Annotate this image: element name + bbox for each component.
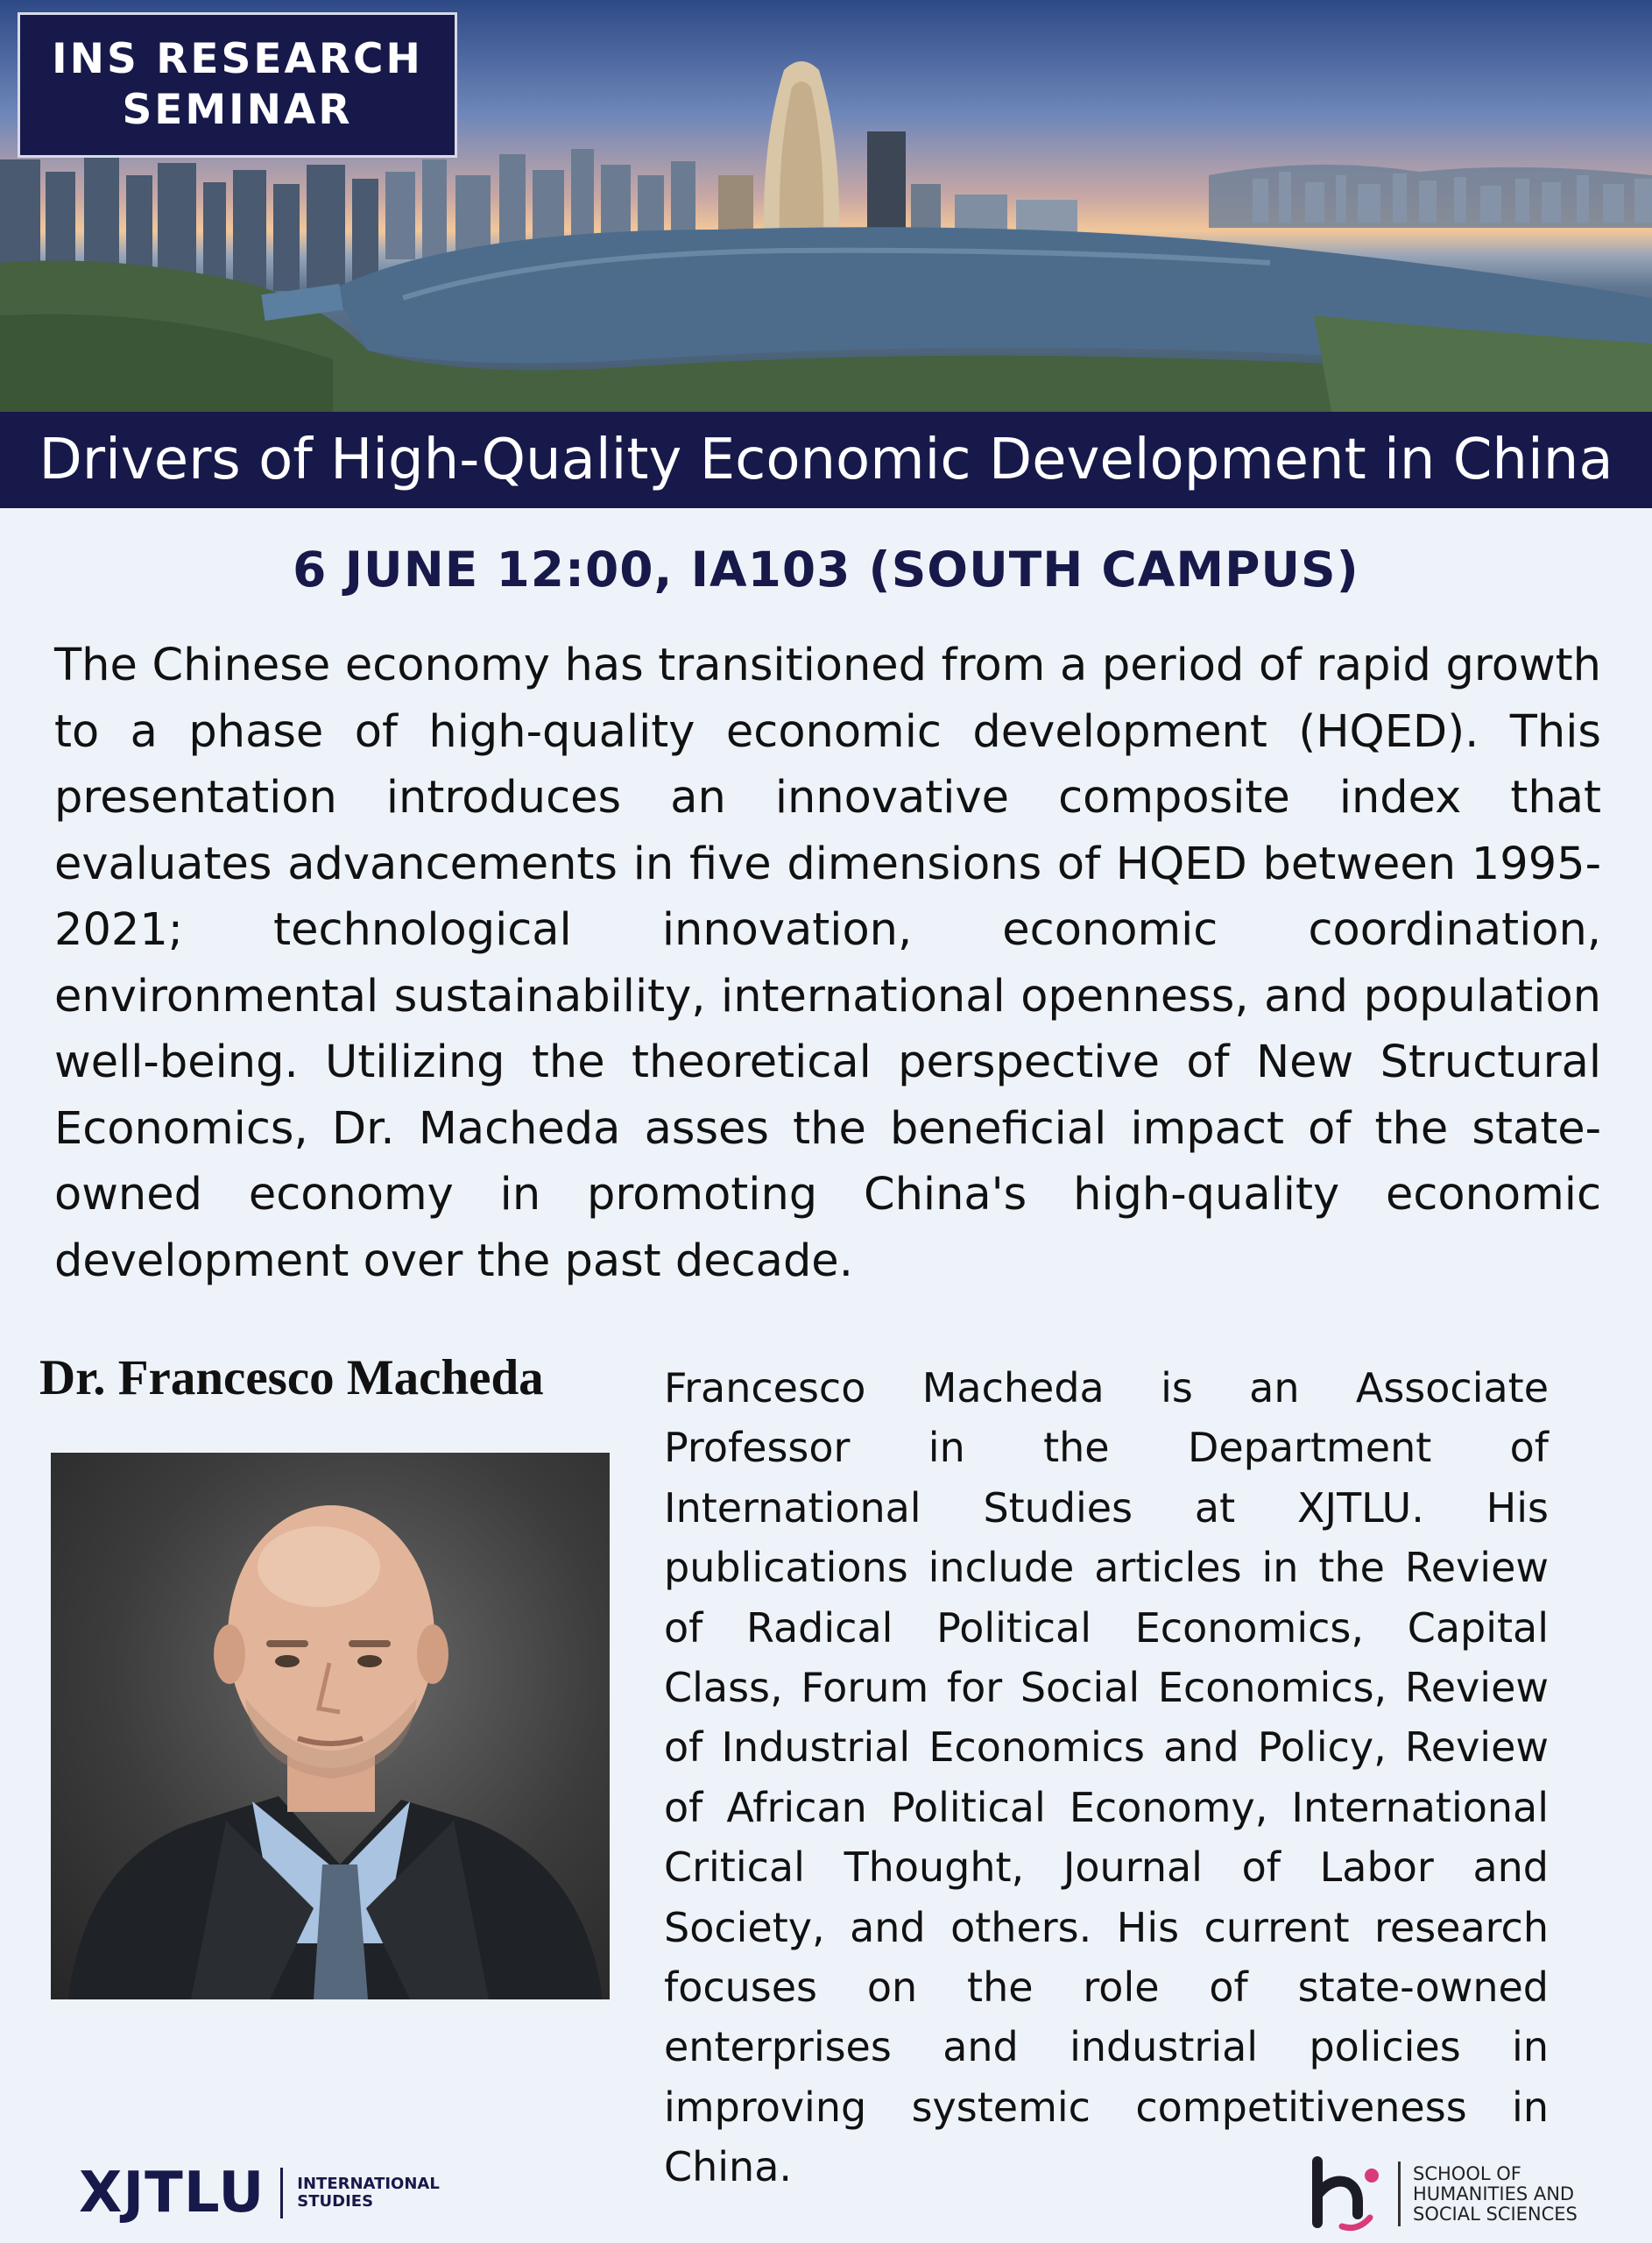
speaker-bio: Francesco Macheda is an Associate Professor in the Department of International Studies at XJTLU. His publications include articles in the Review of Radical Political Economics, Capital Class, Forum for Social Economics, Review of Industrial Economics and Policy, Review of African Political Economy, International Critical Thought, Journal of Labor and Society, and others. His current research focuses on the role of state-owned enterprises and industrial policies in improving systemic competitiveness in China. (664, 1364, 1549, 2191)
hss-logo-divider (1398, 2162, 1401, 2226)
hss-line-1: SCHOOL OF (1413, 2162, 1521, 2184)
abstract-text: The Chinese economy has transitioned from a period of rapid growth to a phase of high-quality economic development (HQED). This presentation introduces an innovative composite index that evaluates advancements in five dimensions of HQED between 1995-2021; technological innovation, economic coordination, environmental sustainability, international openness, and population well-being. Utilizing the theoretical perspective of New Structural Economics, Dr. Macheda asses the beneficial impact of the state-owned economy in promoting China's high-quality economic development over the past decade. (54, 640, 1601, 1287)
international-studies-line-2: STUDIES (297, 2192, 374, 2211)
xjtlu-wordmark: XJTLU (79, 2161, 265, 2225)
speaker-photo (51, 1453, 610, 1999)
xjtlu-logo (79, 2157, 440, 2229)
hss-line-2: HUMANITIES AND (1413, 2183, 1575, 2204)
international-studies-label (297, 2176, 440, 2211)
hss-logo-mark-icon (1307, 2156, 1382, 2232)
speaker-photo-illustration (51, 1453, 610, 1999)
seminar-badge (18, 12, 457, 158)
international-studies-line-1: INTERNATIONAL (297, 2175, 440, 2193)
date-venue: 6 JUNE 12:00, IA103 (SOUTH CAMPUS) (293, 541, 1359, 598)
hss-line-3: SOCIAL SCIENCES (1413, 2203, 1578, 2225)
badge-line-1: INS RESEARCH (52, 35, 423, 83)
hero-banner (0, 0, 1652, 412)
hss-label (1413, 2164, 1578, 2225)
title-band (0, 412, 1652, 508)
speaker-name: Dr. Francesco Macheda (39, 1350, 544, 1405)
seminar-title: Drivers of High-Quality Economic Development in China (39, 428, 1613, 492)
hss-logo (1307, 2150, 1578, 2238)
logo-divider (280, 2168, 283, 2218)
badge-line-2: SEMINAR (122, 86, 353, 134)
